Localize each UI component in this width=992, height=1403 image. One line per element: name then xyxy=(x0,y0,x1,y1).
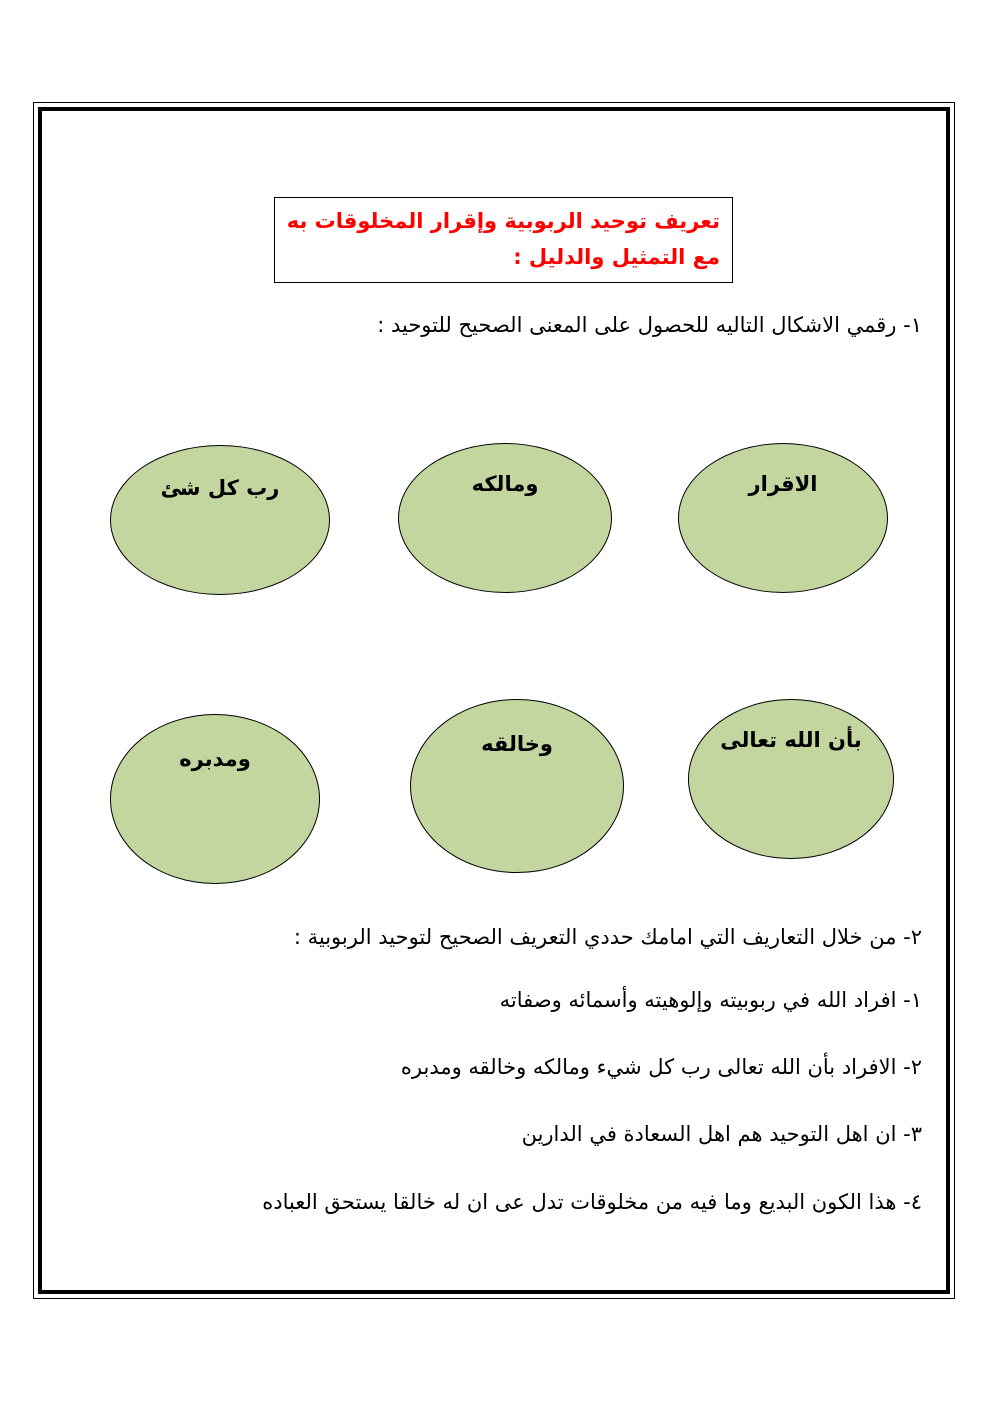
question-2: ٢- من خلال التعاريف التي امامك حددي التعريف الصحيح لتوحيد الربوبية : xyxy=(293,925,922,949)
title-line-1: تعريف توحيد الربوبية وإقرار المخلوقات به xyxy=(286,209,720,233)
shape-3[interactable] xyxy=(110,445,330,595)
shape-6-label: ومدبره xyxy=(179,747,251,771)
option-3[interactable]: ٣- ان اهل التوحيد هم اهل السعادة في الدارين xyxy=(521,1122,922,1146)
option-4[interactable]: ٤- هذا الكون البديع وما فيه من مخلوقات تدل عى ان له خالقا يستحق العباده xyxy=(262,1190,922,1214)
shape-1-label: الاقرار xyxy=(748,472,818,496)
title-box xyxy=(274,197,733,283)
shape-5-label: وخالقه xyxy=(481,732,553,756)
option-1[interactable]: ١- افراد الله في ربوبيته وإلوهيته وأسمائه وصفاته xyxy=(499,988,922,1012)
option-2[interactable]: ٢- الافراد بأن الله تعالى رب كل شيء ومالكه وخالقه ومدبره xyxy=(400,1055,922,1079)
question-1: ١- رقمي الاشكال التاليه للحصول على المعنى الصحيح للتوحيد : xyxy=(377,313,922,337)
shape-4-label: بأن الله تعالى xyxy=(720,728,862,752)
shape-3-label: رب كل شئ xyxy=(160,476,280,500)
title-line-2: مع التمثيل والدليل : xyxy=(513,245,720,269)
shape-1[interactable] xyxy=(678,443,888,593)
shape-2-label: ومالكه xyxy=(471,472,539,496)
shape-2[interactable] xyxy=(398,443,612,593)
shape-6[interactable] xyxy=(110,714,320,884)
shape-4[interactable] xyxy=(688,699,894,859)
shape-5[interactable] xyxy=(410,699,624,873)
